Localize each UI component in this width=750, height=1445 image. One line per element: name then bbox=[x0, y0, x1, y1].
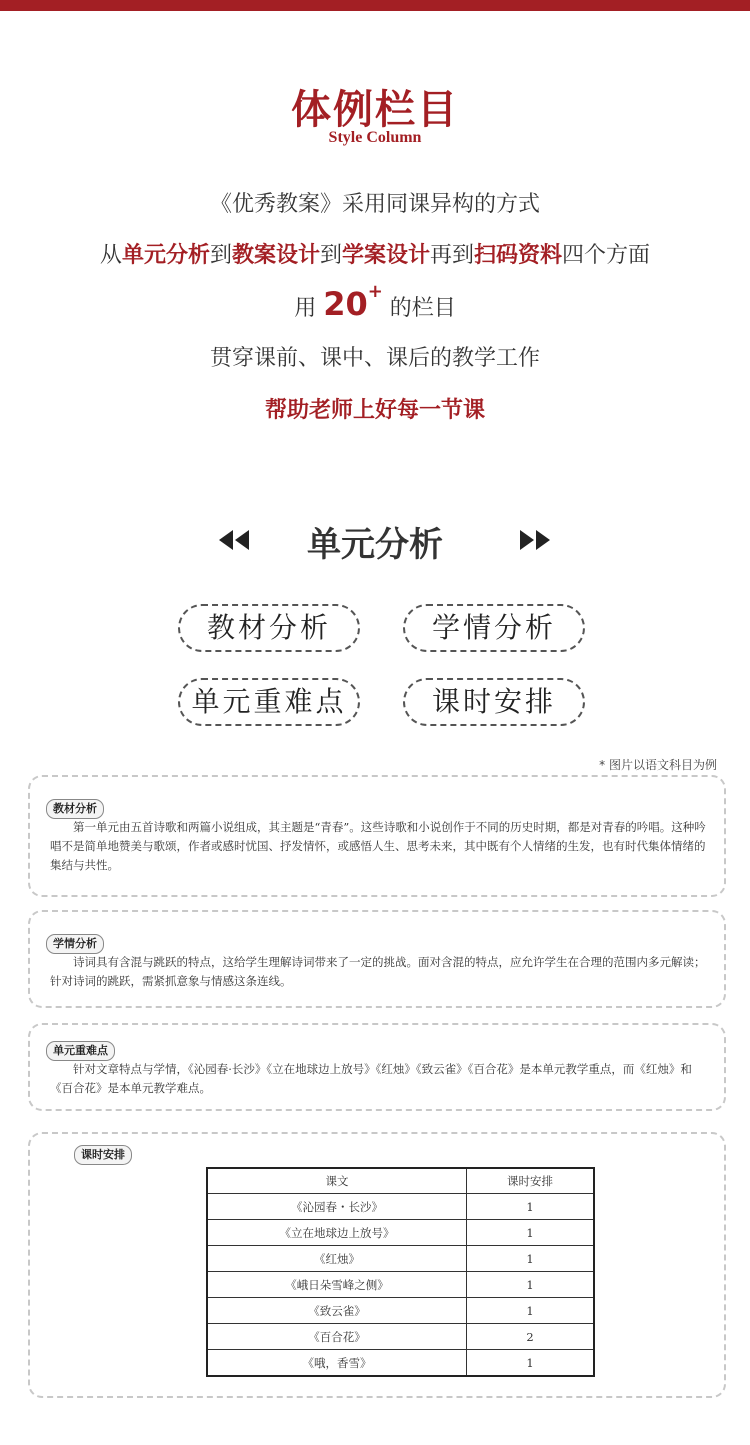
tag-textbook-analysis: 教材分析 bbox=[46, 799, 104, 819]
column-header-lesson: 课文 bbox=[207, 1168, 467, 1194]
highlight-lesson-design: 教案设计 bbox=[231, 243, 320, 268]
column-count: 20 bbox=[323, 285, 368, 323]
pill-student-analysis: 学情分析 bbox=[403, 604, 585, 652]
lesson-title: 《致云雀》 bbox=[207, 1298, 467, 1324]
lesson-title: 《哦，香雪》 bbox=[207, 1350, 467, 1377]
lesson-hours: 1 bbox=[467, 1350, 595, 1377]
top-accent-bar bbox=[0, 0, 750, 11]
column-header-hours: 课时安排 bbox=[467, 1168, 595, 1194]
lesson-hours: 1 bbox=[467, 1246, 595, 1272]
table-row bbox=[207, 1220, 594, 1246]
highlight-study-design: 学案设计 bbox=[342, 243, 431, 268]
tag-unit-key-points: 单元重难点 bbox=[46, 1041, 115, 1061]
text-textbook-analysis: 第一单元由五首诗歌和两篇小说组成，其主题是“青春”。这些诗歌和小说创作于不同的历史时期，都是对青春的吟唱。这种吟唱不是简单地赞美与歌颂，作者或感时忧国、抒发情怀，或感悟人生、思考未来，其中既有个人情绪的生发，也有时代集体情绪的集结与共性。 bbox=[50, 820, 706, 872]
lesson-schedule-table bbox=[206, 1167, 595, 1377]
lesson-hours: 2 bbox=[467, 1324, 595, 1350]
intro-line-4: 贯穿课前、课中、课后的教学工作 bbox=[209, 346, 540, 371]
tag-lesson-schedule: 课时安排 bbox=[74, 1145, 132, 1165]
table-header-row bbox=[207, 1168, 594, 1194]
lesson-hours: 1 bbox=[467, 1220, 595, 1246]
table-row bbox=[207, 1246, 594, 1272]
table-row bbox=[207, 1350, 594, 1377]
text-unit-key-points: 针对文章特点与学情，《沁园春·长沙》《立在地球边上放号》《红烛》《致云雀》《百合花》是本单元教学重点，而《红烛》和《百合花》是本单元教学难点。 bbox=[50, 1062, 692, 1095]
lesson-title: 《沁园春・长沙》 bbox=[207, 1194, 467, 1220]
lesson-title: 《红烛》 bbox=[207, 1246, 467, 1272]
lesson-hours: 1 bbox=[467, 1194, 595, 1220]
page-subtitle: Style Column bbox=[328, 129, 422, 146]
pill-textbook-analysis: 教材分析 bbox=[178, 604, 360, 652]
lesson-title: 《百合花》 bbox=[207, 1324, 467, 1350]
text-student-analysis: 诗词具有含混与跳跃的特点，这给学生理解诗词带来了一定的挑战。面对含混的特点，应允许学生在合理的范围内多元解读；针对诗词的跳跃，需紧抓意象与情感这条连线。 bbox=[50, 955, 706, 988]
lesson-hours: 1 bbox=[467, 1272, 595, 1298]
section-title: 单元分析 bbox=[307, 525, 443, 565]
intro-line-2: 从单元分析到教案设计到学案设计再到扫码资料四个方面 bbox=[99, 243, 651, 268]
section-header bbox=[0, 515, 750, 565]
highlight-unit-analysis: 单元分析 bbox=[121, 243, 210, 268]
lesson-title: 《立在地球边上放号》 bbox=[207, 1220, 467, 1246]
tag-student-analysis: 学情分析 bbox=[46, 934, 104, 954]
intro-line-3: 用 20+ 的栏目 bbox=[294, 281, 456, 323]
table-row bbox=[207, 1324, 594, 1350]
pill-unit-key-points: 单元重难点 bbox=[178, 678, 360, 726]
pill-lesson-schedule: 课时安排 bbox=[403, 678, 585, 726]
double-right-arrow-icon bbox=[516, 528, 552, 552]
example-note: * 图片以语文科目为例 bbox=[599, 758, 717, 772]
intro-line-1: 《优秀教案》采用同课异构的方式 bbox=[209, 192, 540, 217]
page-title: 体例栏目 bbox=[291, 86, 459, 133]
intro-line-5: 帮助老师上好每一节课 bbox=[264, 398, 485, 423]
table-row bbox=[207, 1298, 594, 1324]
highlight-scan-resources: 扫码资料 bbox=[474, 243, 563, 268]
table-row bbox=[207, 1272, 594, 1298]
table-row bbox=[207, 1194, 594, 1220]
lesson-hours: 1 bbox=[467, 1298, 595, 1324]
lesson-title: 《峨日朵雪峰之侧》 bbox=[207, 1272, 467, 1298]
